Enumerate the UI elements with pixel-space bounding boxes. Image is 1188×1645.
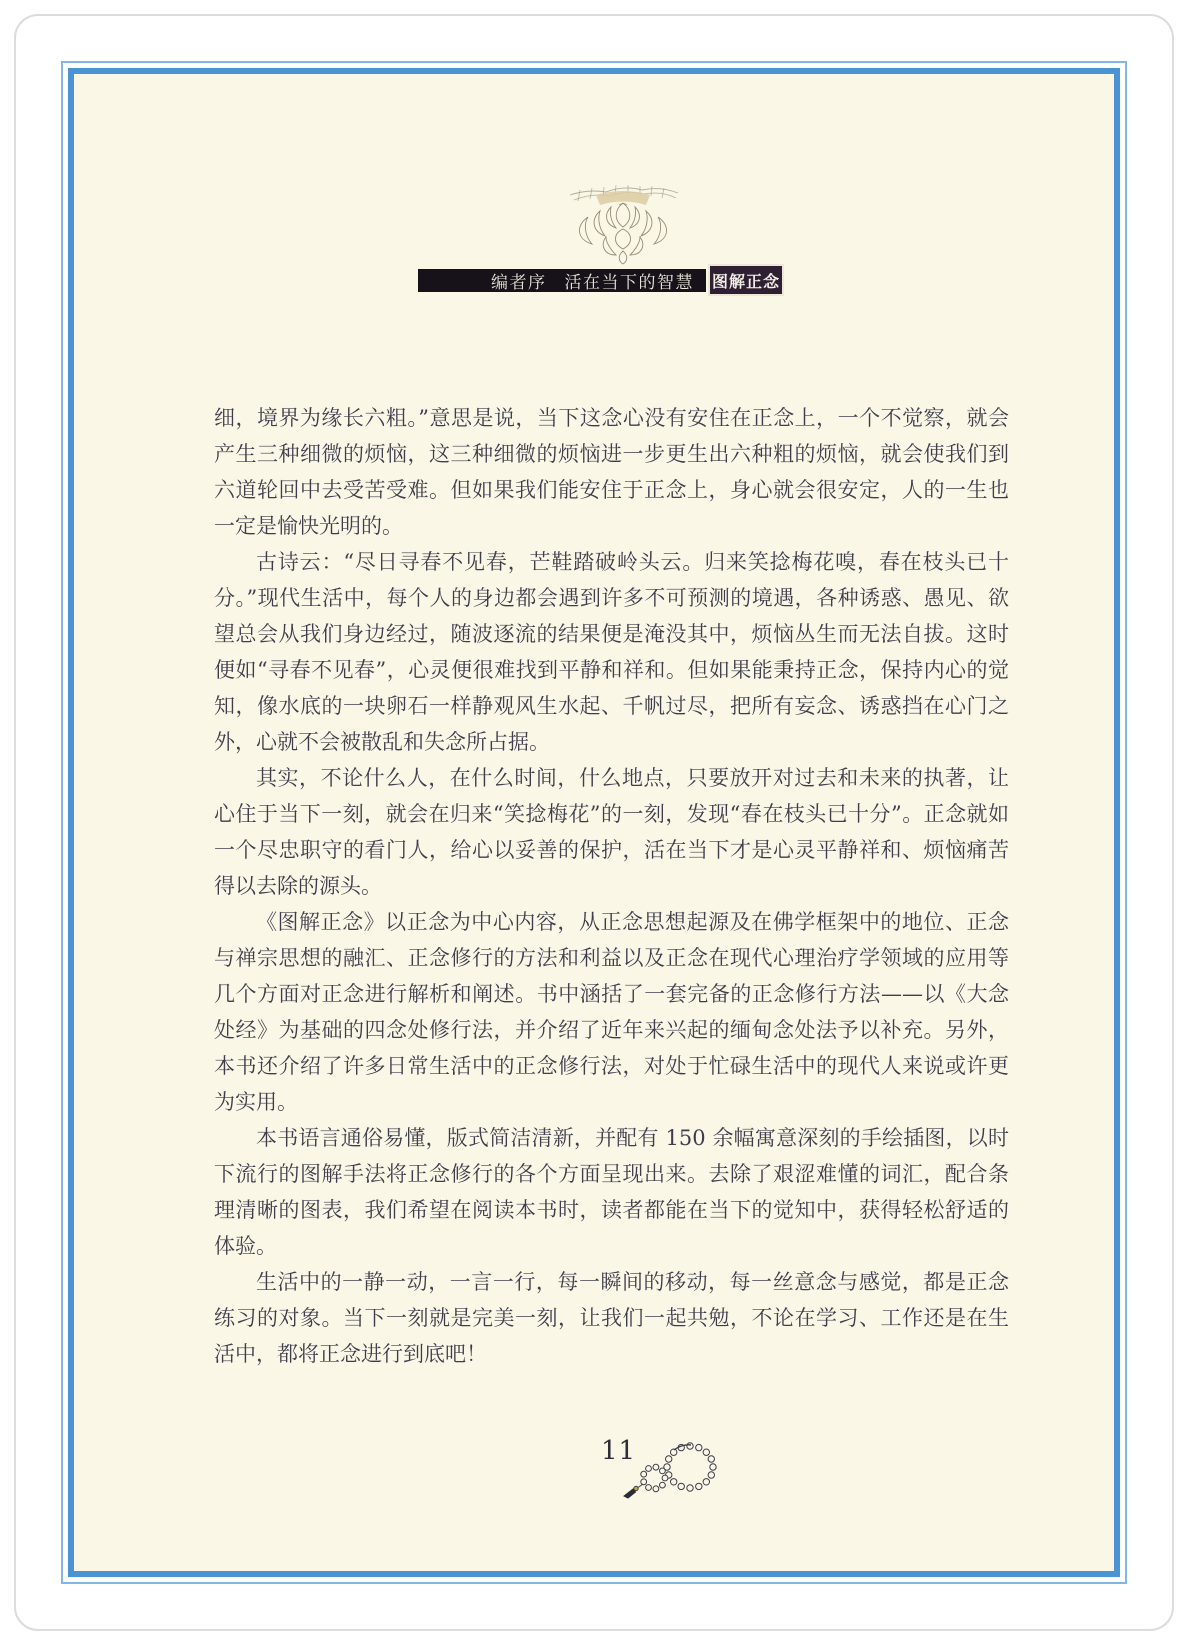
chapter-header-bar — [418, 269, 706, 292]
paragraph: 其实，不论什么人，在什么时间，什么地点，只要放开对过去和未来的执著，让心住于当下一刻，就会在归来“笑捻梅花”的一刻，发现“春在枝头已十分”。正念就如一个尽忠职守的看门人，给心以妥善的保护，活在当下才是心灵平静祥和、烦恼痛苦得以去除的源头。 — [214, 766, 1009, 898]
page-number: 11 — [601, 1436, 637, 1466]
paragraph: 本书语言通俗易懂，版式简洁清新，并配有 150 余幅寓意深刻的手绘插图，以时下流行的图解手法将正念修行的各个方面呈现出来。去除了艰涩难懂的词汇，配合条理清晰的图表，我们希望在阅读本书时，读者都能在当下的觉知中，获得轻松舒适的体验。 — [214, 1126, 1009, 1258]
scanned-page-edge — [14, 14, 1174, 1631]
chapter-section-label: 编者序 — [491, 273, 547, 293]
page-footer — [16, 1434, 1172, 1504]
paragraph: 《图解正念》以正念为中心内容，从正念思想起源及在佛学框架中的地位、正念与禅宗思想的融汇、正念修行的方法和利益以及正念在现代心理治疗学领域的应用等几个方面对正念进行解析和阐述。书中涵括了一套完备的正念修行方法——以《大念处经》为基础的四念处修行法，并介绍了近年来兴起的缅甸念处法予以补充。另外，本书还介绍了许多日常生活中的正念修行法，对处于忙碌生活中的现代人来说或许更为实用。 — [214, 910, 1009, 1114]
book-title-badge — [710, 266, 782, 294]
paragraph: 古诗云：“尽日寻春不见春，芒鞋踏破岭头云。归来笑捻梅花嗅，春在枝头已十分。”现代生活中，每个人的身边都会遇到许多不可预测的境遇，各种诱惑、愚见、欲望总会从我们身边经过，随波逐流的结果便是淹没其中，烦恼丛生而无法自拔。这时便如“寻春不见春”，心灵便很难找到平静和祥和。但如果能秉持正念，保持内心的觉知，像水底的一块卵石一样静观风生水起、千帆过尽，把所有妄念、诱惑挡在心门之外，心就不会被散乱和失念所占据。 — [214, 550, 1009, 754]
book-title: 图解正念 — [711, 271, 780, 291]
chapter-section-title: 活在当下的智慧 — [564, 273, 694, 293]
paragraph: 生活中的一静一动，一言一行，每一瞬间的移动，每一丝意念与感觉，都是正念练习的对象。当下一刻就是完美一刻，让我们一起共勉，不论在学习、工作还是在生活中，都将正念进行到底吧！ — [214, 1270, 1009, 1366]
lotus-illustration-icon — [558, 181, 688, 267]
body-text — [214, 400, 1009, 1372]
paragraph: 细，境界为缘长六粗。”意思是说，当下这念心没有安住在正念上，一个不觉察，就会产生三种细微的烦恼，这三种细微的烦恼进一步更生出六种粗的烦恼，就会使我们到六道轮回中去受苦受难。但如果我们能安住于正念上，身心就会很安定，人的一生也一定是愉快光明的。 — [214, 406, 1009, 538]
prayer-beads-illustration-icon — [618, 1438, 728, 1500]
